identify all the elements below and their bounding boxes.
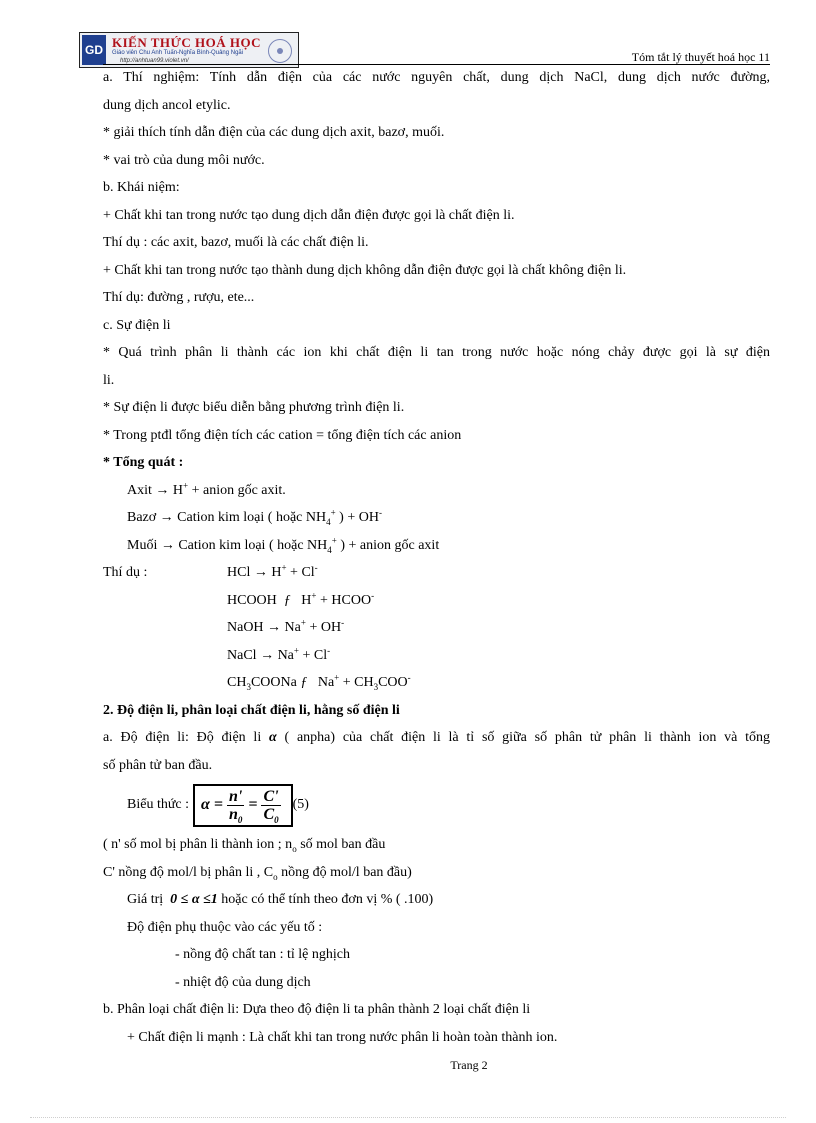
text-line: + Chất điện li mạnh : Là chất khi tan trong nước phân li hoàn toàn thành ion. [127, 1029, 558, 1045]
example-equation: Thí dụ : HCl → H+ + Cl- [103, 559, 770, 587]
formula-label: Biểu thức : [127, 797, 190, 813]
text-line: Thí dụ: đường , rượu, ete... [103, 290, 255, 305]
text-line: + Chất khi tan trong nước tạo dung dịch dẫn điện được gọi là chất điện li. [103, 207, 515, 223]
arrow-icon: → [267, 620, 282, 635]
text-line: Độ điện phụ thuộc vào các yếu tố : [127, 919, 323, 935]
fraction: $\frac{C'}{C_0}$ [263, 787, 279, 825]
text-line: b. Khái niệm: [103, 180, 180, 195]
logo-url: http://anhtuan99.violet.vn/ [120, 58, 189, 64]
arrow-icon: → [159, 510, 174, 525]
text-line: li. [103, 372, 115, 388]
fraction: $\frac{n'}{n_0}$ [228, 787, 243, 825]
text-line: b. Phân loại chất điện li: Dựa theo độ điện li ta phân thành 2 loại chất điện li [103, 1002, 531, 1017]
text-line: * Quá trình phân li thành các ion khi chất điện li tan trong nước hoặc nóng chảy được gọi là sự điện [103, 345, 770, 360]
list-item: - nhiệt độ của dung dịch [175, 974, 311, 990]
general-equation: Muối → Cation kim loại ( hoặc $NH_4^+$ ) + anion gốc axit [127, 534, 440, 555]
text-line: ( n' số mol bị phân li thành ion ; $n_o$ số mol ban đầu [103, 837, 386, 854]
text-line: c. Sự điện li [103, 317, 171, 333]
example-label: Thí dụ : [103, 565, 148, 580]
alpha-symbol: α [269, 730, 277, 745]
equilibrium-icon: ƒ [300, 675, 308, 690]
example-equation: $CH_3COONa$ ƒ $Na^+ + CH_3COO^-$ [227, 672, 411, 692]
logo [79, 32, 299, 68]
text-line: a. Thí nghiệm: Tính dẫn điện của các nước nguyên chất, dung dịch NaCl, dung dịch nước đường, [103, 70, 770, 85]
arrow-icon: → [253, 565, 268, 580]
logo-mark: GD [82, 35, 106, 65]
text-line: Thí dụ : các axit, bazơ, muối là các chất điện li. [103, 235, 369, 250]
example-equation: NaOH → Na+ + OH- [227, 617, 345, 635]
text-line: Giá trị 0 ≤ α ≤1 hoặc có thể tính theo đơn vị % ( .100) [127, 892, 434, 907]
page-body [103, 64, 770, 1051]
section-heading: 2. Độ điện li, phân loại chất điện li, hằng số điện li [103, 702, 400, 718]
example-equation: NaCl → Na+ + Cl- [227, 644, 331, 663]
atom-icon [268, 39, 292, 63]
text-line: + Chất khi tan trong nước tạo thành dung dịch không dẫn điện được gọi là chất không điện li. [103, 262, 627, 278]
text-line: dung dịch ancol etylic. [103, 97, 231, 113]
text-line: số phân tử ban đầu. [103, 757, 213, 773]
document-title: Tóm tắt lý thuyết hoá học 11 [631, 50, 770, 64]
arrow-icon: → [155, 482, 170, 498]
text-line: a. Độ điện li: Độ điện li α ( anpha) của chất điện li là tỉ số giữa số phân tử phân li thành ion và tổng [103, 730, 771, 745]
logo-subtitle: Giáo viên Chu Anh Tuấn-Nghĩa Bình-Quảng Ngãi [112, 50, 244, 56]
general-equation: Bazơ → Cation kim loại ( hoặc $NH_4^+$ ) + OH- [127, 507, 382, 527]
logo-title: KIẾN THỨC HOÁ HỌC [112, 35, 261, 50]
text-line: * vai trò của dung môi nước. [103, 152, 265, 168]
text-line: C' nồng độ mol/l bị phân li , $C_o$ nồng độ mol/l ban đầu) [103, 864, 412, 882]
text-line: * Sự điện li được biểu diễn bằng phương trình điện li. [103, 400, 405, 415]
list-item: - nồng độ chất tan : tỉ lệ nghịch [175, 947, 350, 962]
arrow-icon: → [260, 647, 275, 663]
formula-box: α = $\frac{n'}{n_0}$ = $\frac{C'}{C_0}$ [193, 784, 293, 827]
text-line: * Trong ptđl tổng điện tích các cation = tổng điện tích các anion [103, 427, 462, 443]
page-number: Trang 2 [450, 1058, 488, 1072]
equilibrium-icon: ƒ [283, 592, 291, 608]
general-equation: Axit → H+ + anion gốc axit. [127, 479, 286, 498]
section-heading: * Tổng quát : [103, 455, 184, 470]
text-line: * giải thích tính dẫn điện của các dung dịch axit, bazơ, muối. [103, 125, 445, 140]
inequality: 0 ≤ α ≤1 [170, 892, 218, 907]
arrow-icon: → [160, 537, 175, 553]
formula-number: (5) [292, 797, 309, 813]
formula-row [103, 779, 770, 831]
example-equation: HCOOH ƒ H+ + HCOO- [227, 589, 375, 608]
page-bottom-rule [30, 1117, 786, 1118]
